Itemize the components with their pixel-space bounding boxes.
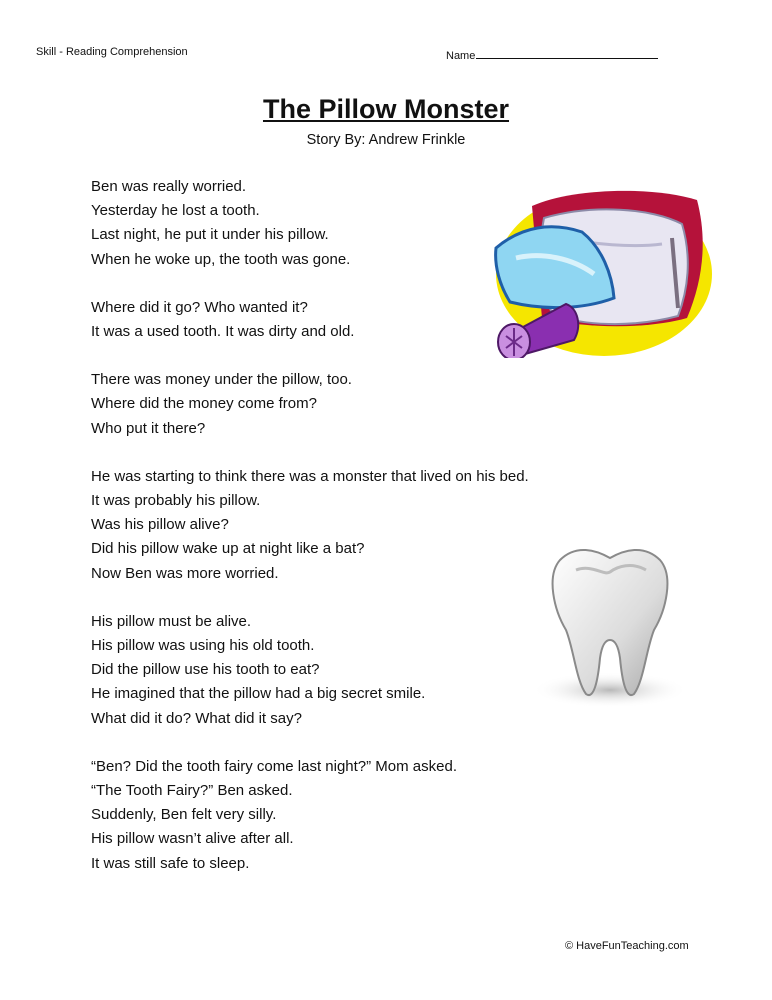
- story-line: Where did the money come from?: [91, 395, 317, 413]
- story-line: “The Tooth Fairy?” Ben asked.: [91, 782, 293, 800]
- story-line: It was probably his pillow.: [91, 492, 261, 510]
- copyright-footer: © HaveFunTeaching.com: [565, 940, 689, 952]
- skill-label: Skill - Reading Comprehension: [36, 46, 188, 58]
- story-line: There was money under the pillow, too.: [91, 371, 352, 389]
- story-line: His pillow wasn’t alive after all.: [91, 830, 294, 848]
- paragraph: [91, 368, 611, 441]
- name-blank-line: [476, 46, 658, 59]
- story-line: What did it do? What did it say?: [91, 709, 302, 727]
- story-line: It was still safe to sleep.: [91, 854, 250, 872]
- story-line: Who put it there?: [91, 419, 206, 437]
- story-line: “Ben? Did the tooth fairy come last night?” Mom asked.: [91, 757, 458, 775]
- story-line: Suddenly, Ben felt very silly.: [91, 806, 277, 824]
- story-line: His pillow was using his old tooth.: [91, 637, 315, 655]
- paragraph: [91, 755, 611, 876]
- story-line: When he woke up, the tooth was gone.: [91, 250, 351, 268]
- story-line: Was his pillow alive?: [91, 516, 229, 534]
- story-line: Last night, he put it under his pillow.: [91, 226, 329, 244]
- story-line: It was a used tooth. It was dirty and old.: [91, 323, 355, 341]
- story-line: Did his pillow wake up at night like a bat?: [91, 540, 365, 558]
- story-line: Ben was really worried.: [91, 178, 247, 195]
- pillows-illustration: [482, 178, 712, 358]
- name-label: Name: [446, 50, 476, 62]
- story-line: Where did it go? Who wanted it?: [91, 298, 308, 316]
- page-title: The Pillow Monster: [262, 94, 510, 124]
- story-line: Yesterday he lost a tooth.: [91, 202, 260, 220]
- story-line: He was starting to think there was a monster that lived on his bed.: [91, 467, 529, 485]
- story-line: Did the pillow use his tooth to eat?: [91, 661, 320, 679]
- story-line: Now Ben was more worried.: [91, 564, 279, 582]
- tooth-shadow: [532, 672, 688, 708]
- story-line: His pillow must be alive.: [91, 612, 252, 630]
- tooth-illustration: [530, 540, 690, 710]
- name-field: [446, 46, 658, 62]
- story-line: He imagined that the pillow had a big secret smile.: [91, 685, 426, 703]
- byline: Story By: Andrew Frinkle: [306, 132, 466, 148]
